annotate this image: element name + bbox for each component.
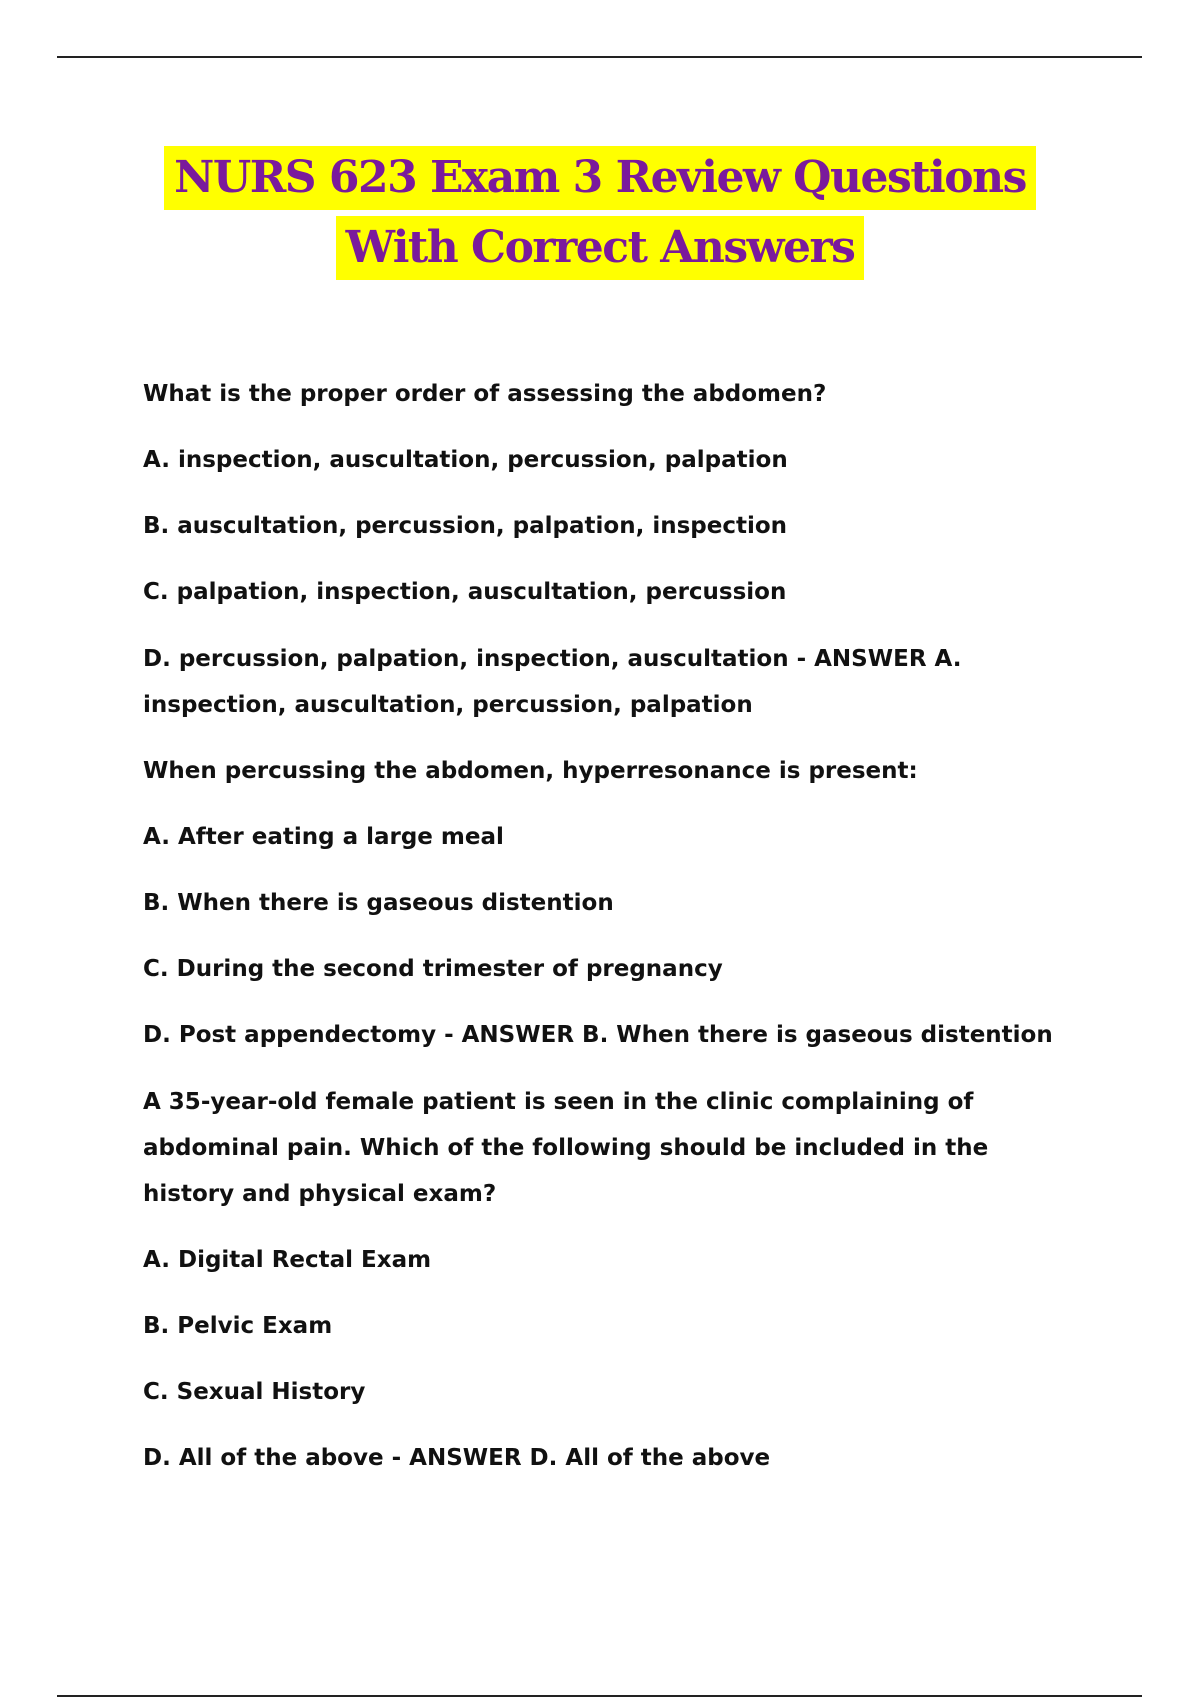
document-title [0,142,1200,282]
answer-option: C. palpation, inspection, auscultation, percussion [143,579,787,605]
answer-option: C. During the second trimester of pregnancy [143,956,723,982]
answer-option: B. When there is gaseous distention [143,890,614,916]
answer-option: A. Digital Rectal Exam [143,1247,432,1273]
top-divider [57,56,1142,58]
title-line-2: With Correct Answers [336,216,865,280]
answer-option-with-answer: D. percussion, palpation, inspection, auscultation - ANSWER A. inspection, auscultation, percussion, palpation [143,646,962,718]
answer-option: C. Sexual History [143,1379,366,1405]
answer-option: A. After eating a large meal [143,824,504,850]
question-text: What is the proper order of assessing the abdomen? [143,381,827,407]
question-text: When percussing the abdomen, hyperresonance is present: [143,758,918,784]
question-text: A 35-year-old female patient is seen in the clinic complaining of abdominal pain. Which of the following should be included in the history and physical exam? [143,1089,989,1207]
answer-option-with-answer: D. Post appendectomy - ANSWER B. When there is gaseous distention [143,1022,1053,1048]
answer-option: B. auscultation, percussion, palpation, inspection [143,513,788,539]
answer-option: A. inspection, auscultation, percussion, palpation [143,447,788,473]
bottom-divider [57,1695,1142,1697]
answer-option: B. Pelvic Exam [143,1313,333,1339]
answer-option-with-answer: D. All of the above - ANSWER D. All of the above [143,1445,771,1471]
title-line-1: NURS 623 Exam 3 Review Questions [164,146,1036,210]
question-list [143,372,1083,1502]
